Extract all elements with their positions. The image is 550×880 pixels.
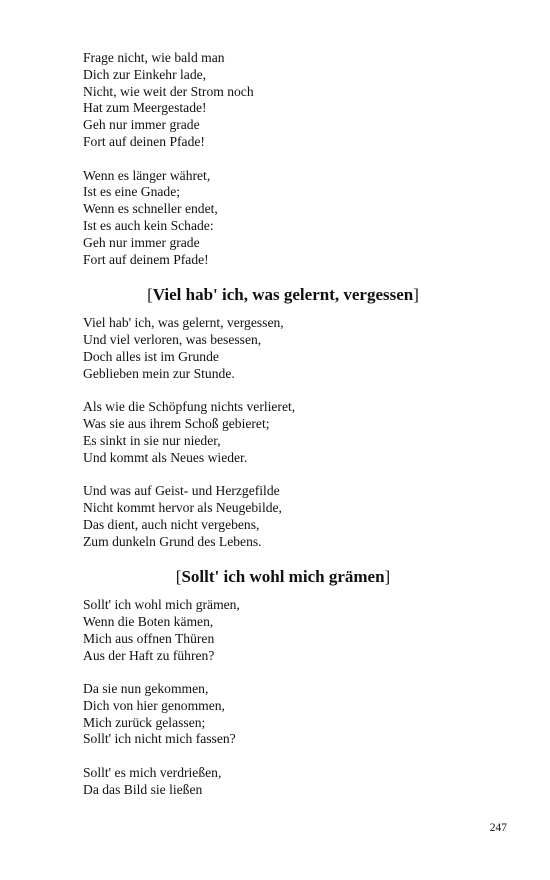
verse-line: Geh nur immer grade [83, 234, 200, 250]
verse-line: Da das Bild sie ließen [83, 781, 203, 797]
page-content [83, 50, 483, 815]
stanza [83, 315, 483, 382]
verse-line: Sollt' ich nicht mich fassen? [83, 731, 236, 747]
poem-title-text: Sollt' ich wohl mich grämen [181, 567, 385, 587]
verse-line: Was sie aus ihrem Schoß gebieret; [83, 415, 270, 431]
stanza [83, 50, 483, 151]
verse-line: Da sie nun gekommen, [83, 681, 209, 697]
verse-line: Frage nicht, wie bald man [83, 50, 225, 65]
stanza [83, 765, 483, 799]
verse-line: Mich zurück gelassen; [83, 714, 206, 730]
title-bracket-open: [ [175, 567, 182, 587]
stanza [83, 483, 483, 550]
verse-line: Das dient, auch nicht vergebens, [83, 516, 260, 532]
verse-line: Geh nur immer grade [83, 117, 200, 133]
verse-line: Aus der Haft zu führen? [83, 647, 215, 663]
verse-line: Wenn es schneller endet, [83, 201, 218, 217]
verse-line: Mich aus offnen Thüren [83, 630, 215, 646]
verse-line: Und kommt als Neues wieder. [83, 449, 248, 465]
stanza [83, 168, 483, 269]
poem-title [83, 285, 483, 305]
verse-line: Sollt' es mich verdrießen, [83, 765, 222, 781]
verse-line: Viel hab' ich, was gelernt, vergessen, [83, 315, 284, 331]
verse-line: Wenn es länger währet, [83, 167, 211, 183]
verse-line: Wenn die Boten kämen, [83, 613, 214, 629]
title-bracket-open: [ [147, 285, 153, 305]
page-number: 247 [489, 822, 507, 834]
verse-line: Ist es auch kein Schade: [83, 217, 214, 233]
verse-line: Fort auf deinem Pfade! [83, 251, 209, 267]
verse-line: Doch alles ist im Grunde [83, 348, 219, 364]
verse-line: Dich zur Einkehr lade, [83, 66, 207, 82]
verse-line: Ist es eine Gnade; [83, 184, 181, 200]
poem-continued [83, 50, 483, 268]
verse-line: Und was auf Geist- und Herzgefilde [83, 483, 280, 499]
verse-line: Hat zum Meergestade! [83, 100, 207, 116]
verse-line: Geblieben mein zur Stunde. [83, 365, 235, 381]
verse-line: Fort auf deinen Pfade! [83, 133, 205, 149]
stanza [83, 597, 483, 664]
verse-line: Und viel verloren, was besessen, [83, 331, 262, 347]
verse-line: Zum dunkeln Grund des Lebens. [83, 533, 262, 549]
verse-line: Dich von hier genommen, [83, 697, 225, 713]
poem-title-text: Viel hab' ich, was gelernt, vergessen [152, 285, 414, 305]
poem [83, 285, 483, 550]
title-bracket-close: ] [384, 567, 391, 587]
verse-line: Nicht, wie weit der Strom noch [83, 83, 254, 99]
poem-title [83, 567, 483, 587]
poem [83, 567, 483, 799]
stanza [83, 399, 483, 466]
stanza [83, 681, 483, 748]
verse-line: Nicht kommt hervor als Neugebilde, [83, 499, 282, 515]
verse-line: Sollt' ich wohl mich grämen, [83, 597, 240, 613]
title-bracket-close: ] [413, 285, 419, 305]
verse-line: Als wie die Schöpfung nichts verlieret, [83, 399, 296, 415]
verse-line: Es sinkt in sie nur nieder, [83, 432, 221, 448]
